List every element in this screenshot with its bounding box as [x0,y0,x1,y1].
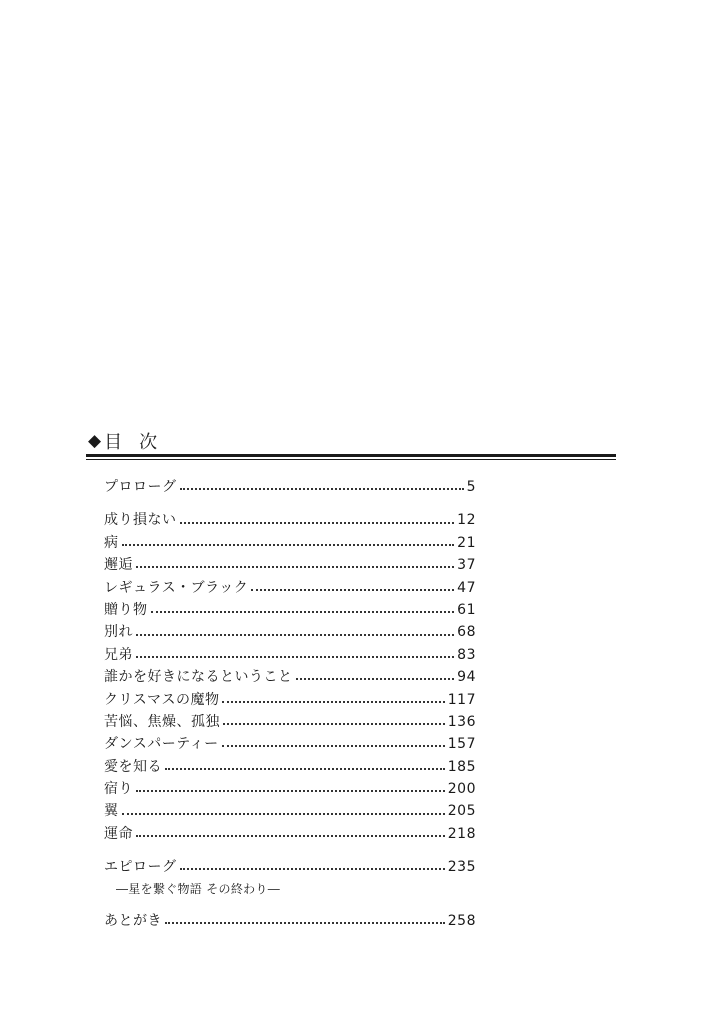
toc-heading [88,428,158,454]
leader-dots [165,922,445,924]
leader-dots [251,589,454,591]
heading-char-2: 次 [139,432,159,453]
toc-entry [104,644,476,666]
toc-entry-afterword [104,910,476,932]
toc-title: 翼 [104,803,119,820]
toc-title: 別れ [104,624,133,641]
toc-title: あとがき [104,912,162,929]
leader-dots [122,544,455,546]
toc-entry [104,509,476,531]
toc-page: 94 [457,669,476,686]
toc-page: 136 [447,713,476,730]
leader-dots [180,522,455,524]
diamond-icon: ◆ [88,431,103,451]
toc-title: ダンスパーティー [104,736,219,753]
toc-entry [104,689,476,711]
toc-entry [104,532,476,554]
toc-page: 5 [466,479,476,495]
toc-entry [104,621,476,643]
toc-page: 185 [447,758,476,775]
toc-title: プロローグ [104,479,177,495]
toc-entry [104,711,476,733]
toc-page: 117 [447,691,476,708]
toc-entry [104,666,476,688]
leader-dots [180,488,464,490]
epilogue-subtitle: ―星を繋ぐ物語 その終わり― [116,881,281,896]
toc-page: 218 [447,825,476,842]
toc-page: 68 [457,624,476,641]
toc-title: 病 [104,534,119,551]
toc-entry [104,756,476,778]
toc-entry [104,476,476,498]
toc-title: クリスマスの魔物 [104,691,220,708]
leader-dots [222,701,444,703]
toc-entry [104,823,476,845]
toc-page: 157 [447,736,476,753]
toc-page: 258 [447,912,476,929]
heading-rule-thin [86,459,616,460]
toc-title: 兄弟 [104,646,133,663]
leader-dots [136,634,454,636]
toc-page: 21 [457,534,476,551]
toc-title: 宿り [104,781,133,798]
toc-entry [104,733,476,755]
toc-title: エピローグ [104,859,177,876]
toc-entry [104,778,476,800]
toc-page: 61 [457,601,476,618]
leader-dots [151,611,455,613]
leader-dots [136,656,454,658]
toc-page: 200 [447,781,476,798]
leader-dots [136,790,445,792]
toc-page: 235 [447,859,476,876]
leader-dots [136,835,445,837]
toc-page: 205 [447,803,476,820]
toc-page: 12 [457,512,476,529]
leader-dots [222,745,445,747]
toc-entry [104,856,476,878]
toc-page: 47 [457,579,476,596]
toc-page: 83 [457,646,476,663]
leader-dots [136,566,454,568]
toc-title: 邂逅 [104,557,133,574]
toc-page: 37 [457,557,476,574]
heading-rule-thick [86,454,616,457]
leader-dots [180,868,445,870]
leader-dots [165,768,445,770]
leader-dots [223,723,445,725]
toc-entry [104,554,476,576]
toc-title: 誰かを好きになるということ [104,669,293,686]
toc-title: 運命 [104,825,133,842]
toc-title: レギュラス・ブラック [104,579,249,596]
toc-title: 苦悩、焦燥、孤独 [104,713,220,730]
leader-dots [122,813,445,815]
toc-title: 愛を知る [104,758,162,775]
toc-entry [104,800,476,822]
toc-title: 成り損ない [104,512,177,529]
heading-char-1: 目 [104,432,124,453]
toc-entry [104,577,476,599]
toc-list [104,476,476,932]
toc-title: 贈り物 [104,601,148,618]
toc-entry [104,599,476,621]
leader-dots [296,678,455,680]
